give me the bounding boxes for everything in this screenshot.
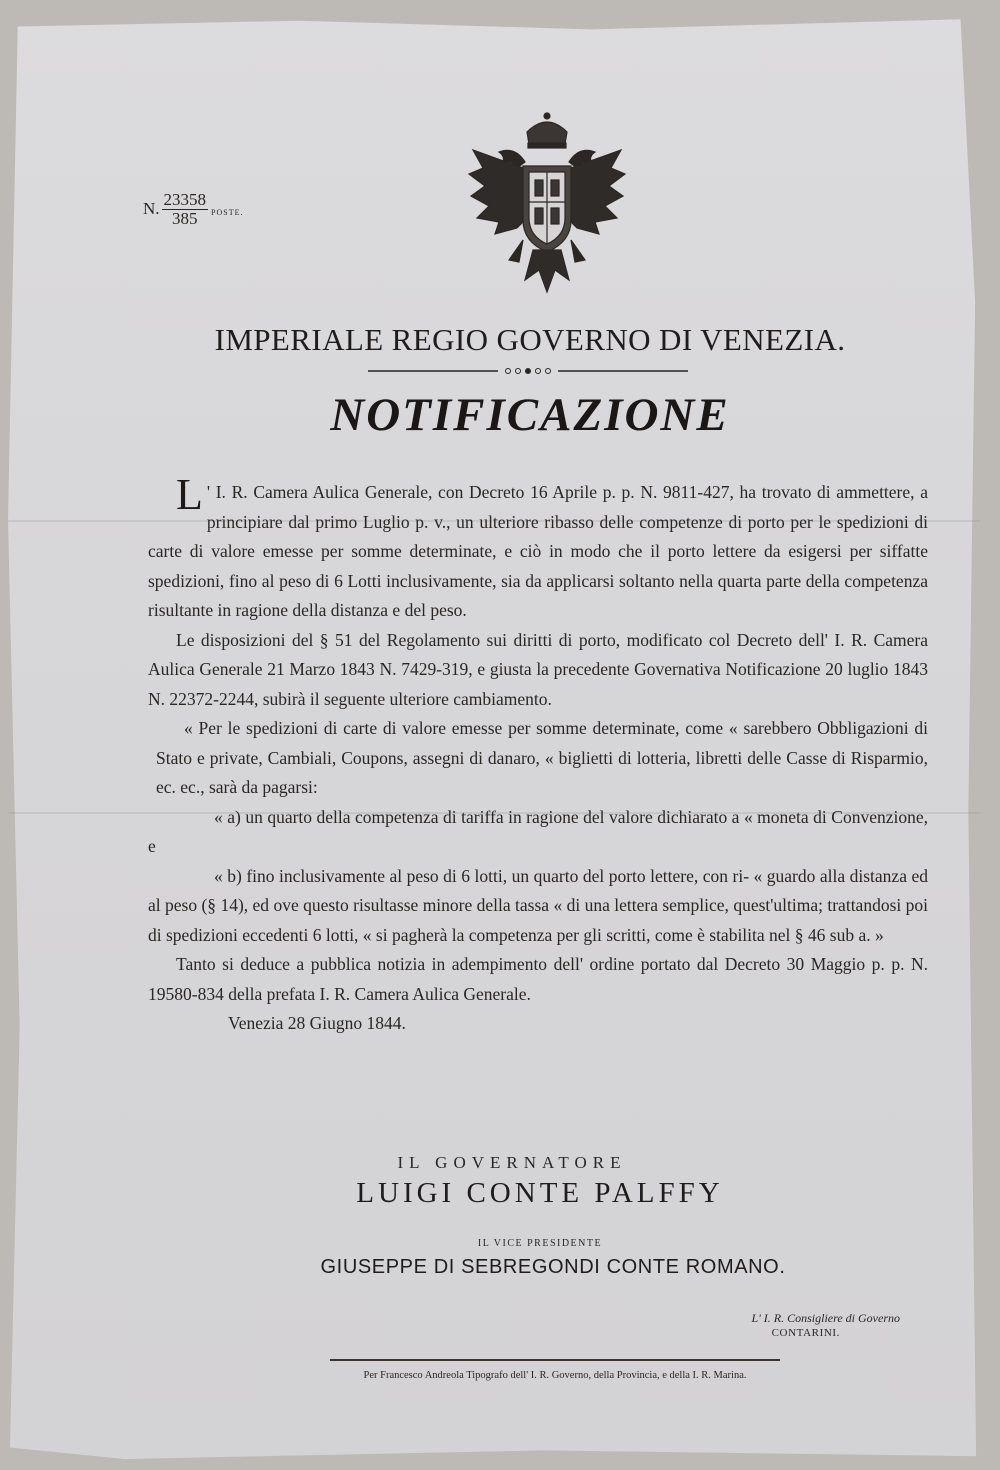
printer-imprint: Per Francesco Andreola Tipografo dell' I. R. Governo, della Provincia, e della I. R. Marina. <box>363 1370 747 1381</box>
governor-label: IL GOVERNATORE <box>397 1153 627 1172</box>
reference-prefix: N. <box>143 199 160 219</box>
paragraph-1-text: ' I. R. Camera Aulica Generale, con Decreto 16 Aprile p. p. N. 9811-427, ha trovato di ammettere, a principiare dal primo Luglio p. v., un ulteriore ribasso delle competenze di porto per le spedizioni di carte di valore emesse per somme determinate, e ciò in modo che il porto lettere da esigersi per siffatte spedizioni, fino al peso di 6 Lotti inclusivamente, sia da applicarsi soltanto nella quarta parte della competenza risultante in ragione della distanza e del peso. <box>148 482 928 620</box>
vice-president-name: GIUSEPPE DI SEBREGONDI CONTE ROMANO. <box>320 1256 786 1278</box>
issuing-authority: IMPERIALE REGIO GOVERNO DI VENEZIA. <box>214 322 846 357</box>
governor-name: LUIGI CONTE PALFFY <box>356 1177 724 1209</box>
reference-fraction <box>162 191 209 228</box>
councillor-label: L' I. R. Consigliere di Governo <box>751 1311 900 1325</box>
reference-suffix: POSTE. <box>211 207 244 217</box>
quoted-item-b: « b) fino inclusivamente al peso di 6 lotti, un quarto del porto lettere, con ri- « guardo alla distanza ed al peso (§ 14), ed ove questo risultasse minore della tassa « di una lettera semplice, quest'ultima; trattandosi poi di spedizioni eccedenti 6 lotti, « si pagherà la competenza per gli scritti, come è stabilita nel § 46 sub a. » <box>148 865 928 945</box>
divider-rule <box>330 1359 780 1361</box>
drop-cap: L <box>176 470 203 519</box>
reference-numerator: 23358 <box>163 190 207 209</box>
quoted-paragraph: « Per le spedizioni di carte di valore emesse per somme determinate, come « sarebbero Obbligazioni di Stato e private, Cambiali, Coupons, assegni di danaro, « biglietti di lotteria, libretti delle Casse di Risparmio, ec. ec., sarà da pagarsi: <box>156 718 928 797</box>
date-line: Venezia 28 Giugno 1844. <box>228 1013 406 1033</box>
reference-number <box>143 191 243 228</box>
page-title: NOTIFICAZIONE <box>330 389 730 441</box>
quoted-item-a: « a) un quarto della competenza di tariffa in ragione del valore dichiarato a « moneta di Convenzione, e <box>148 806 928 856</box>
paragraph-1 <box>148 470 928 626</box>
double-headed-eagle-icon <box>465 110 629 300</box>
notice-body <box>148 470 928 1039</box>
reference-denominator: 385 <box>172 208 198 228</box>
paragraph-2: Le disposizioni del § 51 del Regolamento sui diritti di porto, modificato col Decreto dell' I. R. Camera Aulica Generale 21 Marzo 1843 N. 7429-319, e giusta la precedente Governativa Notificazione 20 luglio 1843 N. 22372-2244, subirà il seguente ulteriore cambiamento. <box>148 629 928 709</box>
vice-president-label: IL VICE PRESIDENTE <box>477 1238 603 1249</box>
councillor-name: CONTARINI. <box>771 1327 840 1339</box>
ornament-divider <box>368 366 688 376</box>
paragraph-closing: Tanto si deduce a pubblica notizia in adempimento dell' ordine portato dal Decreto 30 Maggio p. p. N. 19580-834 della prefata I. R. Camera Aulica Generale. <box>148 954 928 1004</box>
